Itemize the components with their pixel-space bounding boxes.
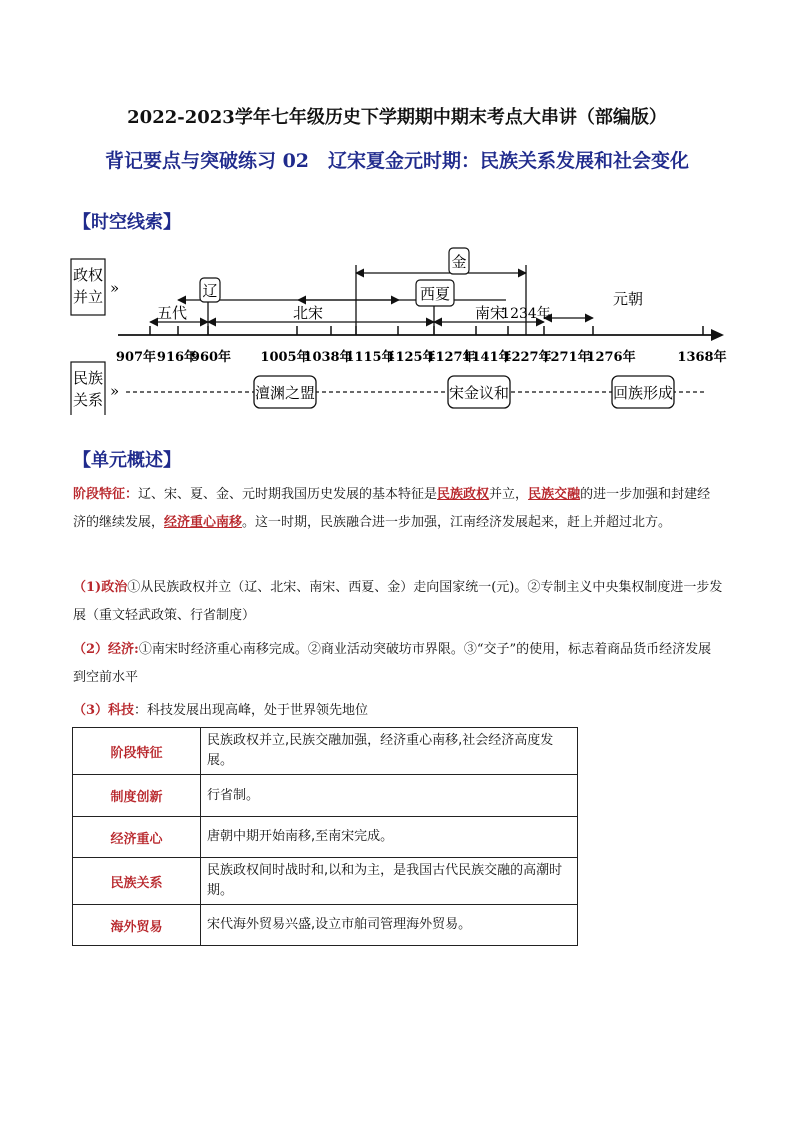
year-1368: 1368年 [677,350,727,365]
stage-label: 阶段特征： [73,487,139,502]
year-1115: 1115年 [345,350,395,365]
politics-label: （1)政治 [73,580,128,595]
economy-paragraph [73,636,723,692]
timeline-ticks [150,326,703,335]
regime-jin: 金 [451,253,467,271]
event-hui-formation: 回族形成 [612,384,674,402]
year-1127: 1127年 [426,350,476,365]
technology-paragraph [73,697,723,725]
table-row [73,817,578,858]
document-title: 2022-2023学年七年级历史下学期期中期末考点大串讲（部编版） [127,107,667,128]
keyword-regimes: 民族政权 [437,487,490,502]
table-value: 宋代海外贸易兴盛,设立市舶司管理海外贸易。 [201,905,578,946]
table-row [73,728,578,775]
year-1271: 1271年 [541,350,591,365]
year-916: 916年 [156,350,198,365]
ethnic-row-label-2: 关系 [72,391,104,409]
regime-row-arrow-icon: » [110,279,120,297]
technology-text: ：科技发展出现高峰，处于世界领先地位 [134,703,369,718]
regime-row-label-1: 政权 [72,266,104,284]
regime-liao: 辽 [202,282,218,300]
p1-text-2: 并立， [489,487,529,502]
timeline-axis-arrow-icon [711,329,724,341]
stage-characteristics-paragraph [73,481,723,537]
regime-bei-song: 北宋 [292,304,324,322]
p1-text-3: 的进一步加强和封建经济的继续发展， [73,487,711,530]
table-key: 经济重心 [73,817,201,858]
economy-label: （2）经济: [73,642,139,657]
table-key: 民族关系 [73,858,201,905]
regime-1234: 1234年 [501,306,551,322]
table-value: 行省制。 [201,775,578,817]
ethnic-row-arrow-icon: » [110,382,120,400]
p1-text-4: 。这一时期，民族融合进一步加强，江南经济发展起来，赶上并超过北方。 [242,515,672,530]
table-value: 民族政权并立,民族交融加强，经济重心南移,社会经济高度发展。 [201,728,578,775]
table-key: 海外贸易 [73,905,201,946]
table-key: 制度创新 [73,775,201,817]
table-row [73,905,578,946]
table-row [73,775,578,817]
politics-paragraph [73,574,723,630]
table-row [73,858,578,905]
year-1276: 1276年 [586,350,636,365]
politics-text: ①从民族政权并立（辽、北宋、南宋、西夏、金）走向国家统一(元)。②专制主义中央集权制度进一步发展（重文轻武政策、行省制度） [73,580,723,623]
summary-table [72,727,578,946]
year-907: 907年 [115,350,157,365]
year-1005: 1005年 [260,350,310,365]
table-value: 民族政权间时战时和,以和为主，是我国古代民族交融的高潮时期。 [201,858,578,905]
ethnic-row-label-1: 民族 [72,369,104,387]
year-1038: 1038年 [303,350,353,365]
economy-text: ①南宋时经济重心南移完成。②商业活动突破坊市界限。③“交子”的使用，标志着商品货币经济发展到空前水平 [73,642,712,685]
event-chanyuan: 澶渊之盟 [254,384,316,402]
event-song-jin-peace: 宋金议和 [448,384,510,402]
document-subtitle: 背记要点与突破练习 02 辽宋夏金元时期：民族关系发展和社会变化 [104,150,690,172]
regime-wudai: 五代 [156,304,188,322]
table-key: 阶段特征 [73,728,201,775]
keyword-integration: 民族交融 [528,487,581,502]
p1-text-1: 辽、宋、夏、金、元时期我国历史发展的基本特征是 [138,487,438,502]
year-960: 960年 [190,350,232,365]
regime-row-label-2: 并立 [72,288,104,306]
year-1125: 1125年 [386,350,436,365]
keyword-economic-shift: 经济重心南移 [164,515,243,530]
technology-label: （3）科技 [73,703,135,718]
regime-xixia: 西夏 [419,285,451,303]
table-value: 唐朝中期开始南移,至南宋完成。 [201,817,578,858]
year-1141: 1141年 [462,350,512,365]
regime-nan-song: 南宋 [474,304,506,322]
year-1227: 1227年 [502,350,552,365]
overview-heading: 【单元概述】 [73,450,181,471]
regime-yuan: 元朝 [612,290,644,308]
timeline-heading: 【时空线索】 [73,212,181,233]
timeline-diagram [66,240,746,415]
